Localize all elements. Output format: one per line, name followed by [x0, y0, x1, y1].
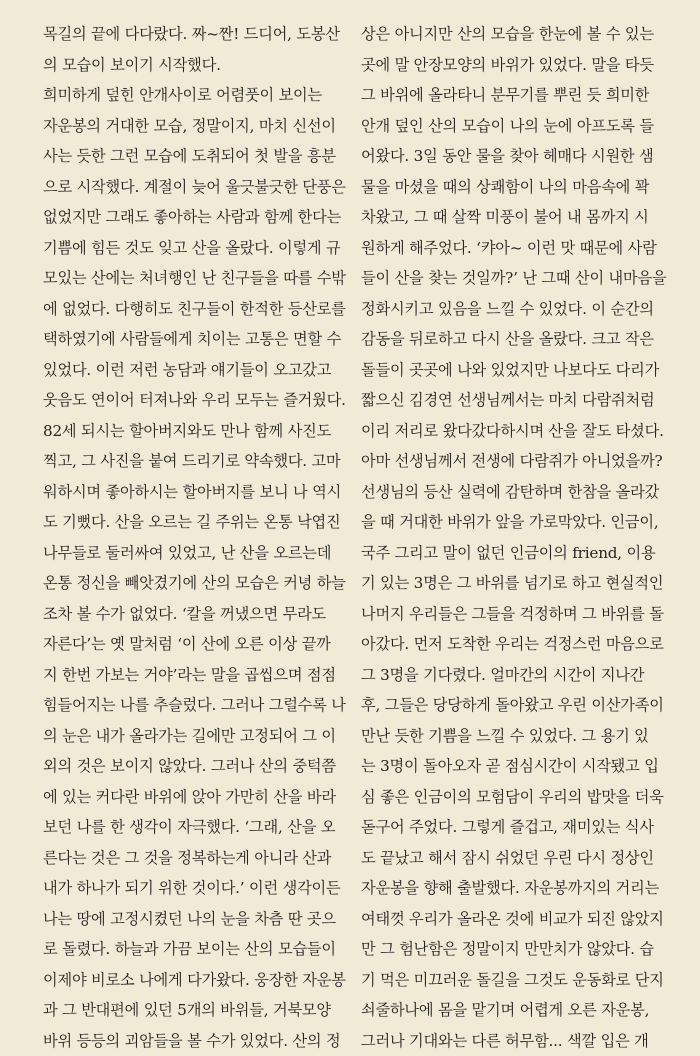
text-line: 선생님의 등산 실력에 감탄하며 한참을 올라갔 [361, 477, 673, 508]
text-line: 사는 듯한 그런 모습에 도취되어 첫 발을 흥분 [43, 141, 355, 172]
text-line: 후, 그들은 당당하게 돌아왔고 우린 이산가족이 [361, 690, 673, 721]
text-line: 희미하게 덮힌 안개사이로 어렴풋이 보이는 [43, 80, 355, 111]
text-line: 바위 등등의 괴암들을 볼 수가 있었다. 산의 정 [43, 1026, 355, 1056]
text-line: 기쁨에 힘든 것도 잊고 산을 올랐다. 이렇게 규 [43, 233, 355, 264]
text-line: 있었다. 이런 저런 농담과 얘기들이 오고갔고 [43, 355, 355, 386]
text-line: 택하였기에 사람들에게 치이는 고통은 면할 수 [43, 324, 355, 355]
text-line: 자른다’는 옛 말처럼 ‘이 산에 오른 이상 끝까 [43, 629, 355, 660]
text-line: 을 때 거대한 바위가 앞을 가로막았다. 인금이, [361, 507, 673, 538]
text-line: 이제야 비로소 나에게 다가왔다. 웅장한 자운봉 [43, 965, 355, 996]
text-line: 곳에 말 안장모양의 바위가 있었다. 말을 타듯 [361, 50, 673, 81]
text-line: 어왔다. 3일 동안 물을 찾아 헤매다 시원한 샘 [361, 141, 673, 172]
text-line: 나는 땅에 고정시켰던 나의 눈을 차츰 딴 곳으 [43, 904, 355, 935]
text-line: 힘들어지는 나를 추슬렀다. 그러나 그럴수록 나 [43, 690, 355, 721]
text-line: 돌들이 곳곳에 나와 있었지만 나보다도 다리가 [361, 355, 673, 386]
text-line: 에 있는 커다란 바위에 앉아 가만히 산을 바라 [43, 782, 355, 813]
text-line: 들이 산을 찾는 것일까?’ 난 그때 산이 내마음을 [361, 263, 673, 294]
text-line: 목길의 끝에 다다랐다. 짜~짠! 드디어, 도봉산 [43, 19, 355, 50]
text-line: 그러나 기대와는 다른 허무함... 색깔 입은 개 [361, 1026, 673, 1056]
text-line: 돋구어 주었다. 그렇게 즐겁고, 재미있는 식사 [361, 812, 673, 843]
text-line: 는 3명이 돌아오자 곧 점심시간이 시작됐고 입 [361, 751, 673, 782]
text-line: 82세 되시는 할아버지와도 만나 함께 사진도 [43, 416, 355, 447]
text-line: 보던 나를 한 생각이 자극했다. ‘그래, 산을 오 [43, 812, 355, 843]
text-line: 이리 저리로 왔다갔다하시며 산을 잘도 타셨다. [361, 416, 673, 447]
text-line: 으로 시작했다. 계절이 늦어 울긋불긋한 단풍은 [43, 172, 355, 203]
text-line: 의 모습이 보이기 시작했다. [43, 50, 355, 81]
text-line: 른다는 것은 그 것을 정복하는게 아니라 산과 [43, 843, 355, 874]
text-line: 내가 하나가 되기 위한 것이다.’ 이런 생각이든 [43, 873, 355, 904]
text-line: 자운봉의 거대한 모습, 정말이지, 마치 신선이 [43, 111, 355, 142]
text-line: 차왔고, 그 때 살짝 미풍이 불어 내 몸까지 시 [361, 202, 673, 233]
text-line: 없었지만 그래도 좋아하는 사람과 함께 한다는 [43, 202, 355, 233]
text-line: 아마 선생님께서 전생에 다람쥐가 아니었을까? [361, 446, 673, 477]
right-text-column [361, 19, 673, 1056]
text-line: 쇠줄하나에 몸을 맡기며 어렵게 오른 자운봉, [361, 995, 673, 1026]
text-line: 기 먹은 미끄러운 돌길을 그것도 운동화로 단지 [361, 965, 673, 996]
text-line: 외의 것은 보이지 않았다. 그러나 산의 중턱쯤 [43, 751, 355, 782]
text-line: 에 없었다. 다행히도 친구들이 한적한 등산로를 [43, 294, 355, 325]
text-line: 국주 그리고 말이 없던 인금이의 friend, 이용 [361, 538, 673, 569]
text-line: 지 한번 가보는 거야’라는 말을 곱씹으며 점점 [43, 660, 355, 691]
left-text-column [43, 19, 355, 1056]
text-line: 나머지 우리들은 그들을 걱정하며 그 바위를 돌 [361, 599, 673, 630]
text-line: 원하게 해주었다. ‘캬아~ 이런 맛 때문에 사람 [361, 233, 673, 264]
text-line: 심 좋은 인금이의 모험담이 우리의 밥맛을 더욱 [361, 782, 673, 813]
text-line: 안개 덮인 산의 모습이 나의 눈에 아프도록 들 [361, 111, 673, 142]
text-line: 찍고, 그 사진을 붙여 드리기로 약속했다. 고마 [43, 446, 355, 477]
text-line: 상은 아니지만 산의 모습을 한눈에 볼 수 있는 [361, 19, 673, 50]
text-line: 웃음도 연이어 터져나와 우리 모두는 즐거웠다. [43, 385, 355, 416]
text-line: 여태껏 우리가 올라온 것에 비교가 되진 않았지 [361, 904, 673, 935]
text-line: 워하시며 좋아하시는 할아버지를 보니 나 역시 [43, 477, 355, 508]
text-line: 나무들로 둘러싸여 있었고, 난 산을 오르는데 [43, 538, 355, 569]
text-line: 조차 볼 수가 없었다. ‘칼을 꺼냈으면 무라도 [43, 599, 355, 630]
text-line: 도 끝났고 해서 잠시 쉬었던 우린 다시 정상인 [361, 843, 673, 874]
text-line: 기 있는 3명은 그 바위를 넘기로 하고 현실적인 [361, 568, 673, 599]
text-line: 만난 듯한 기쁨을 느낄 수 있었다. 그 용기 있 [361, 721, 673, 752]
text-line: 자운봉을 향해 출발했다. 자운봉까지의 거리는 [361, 873, 673, 904]
text-line: 모있는 산에는 처녀행인 난 친구들을 따를 수밖 [43, 263, 355, 294]
text-line: 과 그 반대편에 있던 5개의 바위들, 거북모양 [43, 995, 355, 1026]
text-line: 그 3명을 기다렸다. 얼마간의 시간이 지나간 [361, 660, 673, 691]
text-line: 로 돌렸다. 하늘과 가끔 보이는 산의 모습들이 [43, 934, 355, 965]
text-line: 만 그 험난함은 정말이지 만만치가 않았다. 습 [361, 934, 673, 965]
text-line: 온통 정신을 빼앗겼기에 산의 모습은 커녕 하늘 [43, 568, 355, 599]
text-line: 그 바위에 올라타니 분무기를 뿌린 듯 희미한 [361, 80, 673, 111]
text-line: 의 눈은 내가 올라가는 길에만 고정되어 그 이 [43, 721, 355, 752]
text-line: 짧으신 김경연 선생님께서는 마치 다람쥐처럼 [361, 385, 673, 416]
text-line: 물을 마셨을 때의 상쾌함이 나의 마음속에 꽉 [361, 172, 673, 203]
text-line: 도 기뻤다. 산을 오르는 길 주위는 온통 낙엽진 [43, 507, 355, 538]
text-line: 아갔다. 먼저 도착한 우리는 걱정스런 마음으로 [361, 629, 673, 660]
text-line: 감동을 뒤로하고 다시 산을 올랐다. 크고 작은 [361, 324, 673, 355]
text-line: 정화시키고 있음을 느낄 수 있었다. 이 순간의 [361, 294, 673, 325]
